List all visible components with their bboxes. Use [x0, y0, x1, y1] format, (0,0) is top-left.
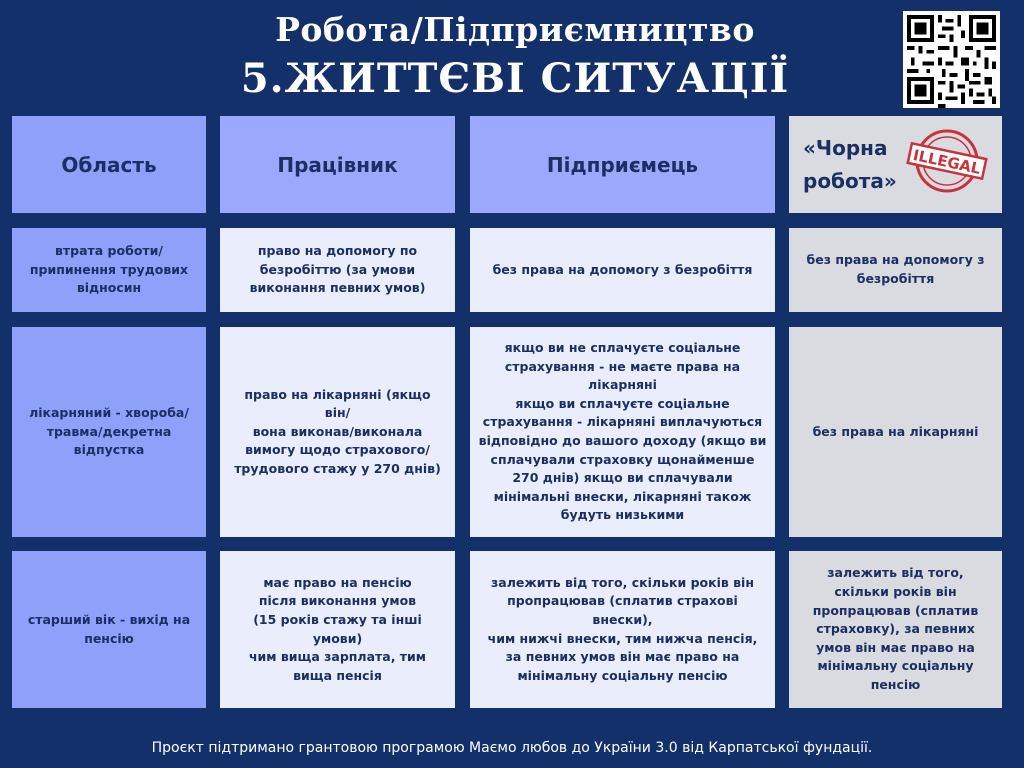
- header-area: Область: [12, 116, 206, 213]
- row2-entrepreneur: якщо ви не сплачуєте соціальне страхування - не маєте права на лікарняні якщо ви сплачуєте соціальне страхування - лікарняні виплачуються відповідно до вашого доходу (якщо ви сплачували страховку щонайменше 270 днів) якщо ви сплачували мінімальні внески, лікарняні також будуть низькими: [470, 327, 775, 537]
- header-worker: Працівник: [220, 116, 455, 213]
- header-black-work-label: «Чорна робота»: [803, 135, 897, 193]
- page-title-line2: 5.ЖИТТЄВІ СИТУАЦІЇ: [240, 55, 790, 102]
- row3-entrepreneur: залежить від того, скільки років він пропрацював (сплатив страхові внески), чим нижчі внески, тим нижча пенсія, за певних умов він має право на мінімальну соціальну пенсію: [470, 551, 775, 708]
- header-black-work: [789, 116, 1002, 213]
- row2-area: лікарняний - хвороба/ травма/декретна відпустка: [12, 327, 206, 537]
- row3-worker: має право на пенсію після виконання умов (15 років стажу та інші умови) чим вища зарплата, тим вища пенсія: [220, 551, 455, 708]
- qr-code-icon: [903, 11, 1000, 108]
- row1-black-work: без права на допомогу з безробіття: [789, 228, 1002, 312]
- row3-black-work: залежить від того, скільки років він пропрацював (сплатив страховку), за певних умов він має право на мінімальну соціальну пенсію: [789, 551, 1002, 708]
- row1-area: втрата роботи/ припинення трудових відносин: [12, 228, 206, 312]
- row3-area: старший вік - вихід на пенсію: [12, 551, 206, 708]
- footer-text: Проєкт підтримано грантовою програмою Маємо любов до України 3.0 від Карпатської фундації.: [151, 740, 873, 756]
- page-title-line1: Робота/Підприємництво: [275, 10, 755, 49]
- row2-black-work: без права на лікарняні: [789, 327, 1002, 537]
- row2-worker: право на лікарняні (якщо він/ вона виконав/виконала вимогу щодо страхового/ трудового стажу у 270 днів): [220, 327, 455, 537]
- header-entrepreneur: Підприємець: [470, 116, 775, 213]
- row1-worker: право на допомогу по безробіттю (за умови виконання певних умов): [220, 228, 455, 312]
- row1-entrepreneur: без права на допомогу з безробіття: [470, 228, 775, 312]
- illegal-stamp: [905, 128, 989, 194]
- illegal-stamp-text: ILLEGAL: [911, 146, 983, 178]
